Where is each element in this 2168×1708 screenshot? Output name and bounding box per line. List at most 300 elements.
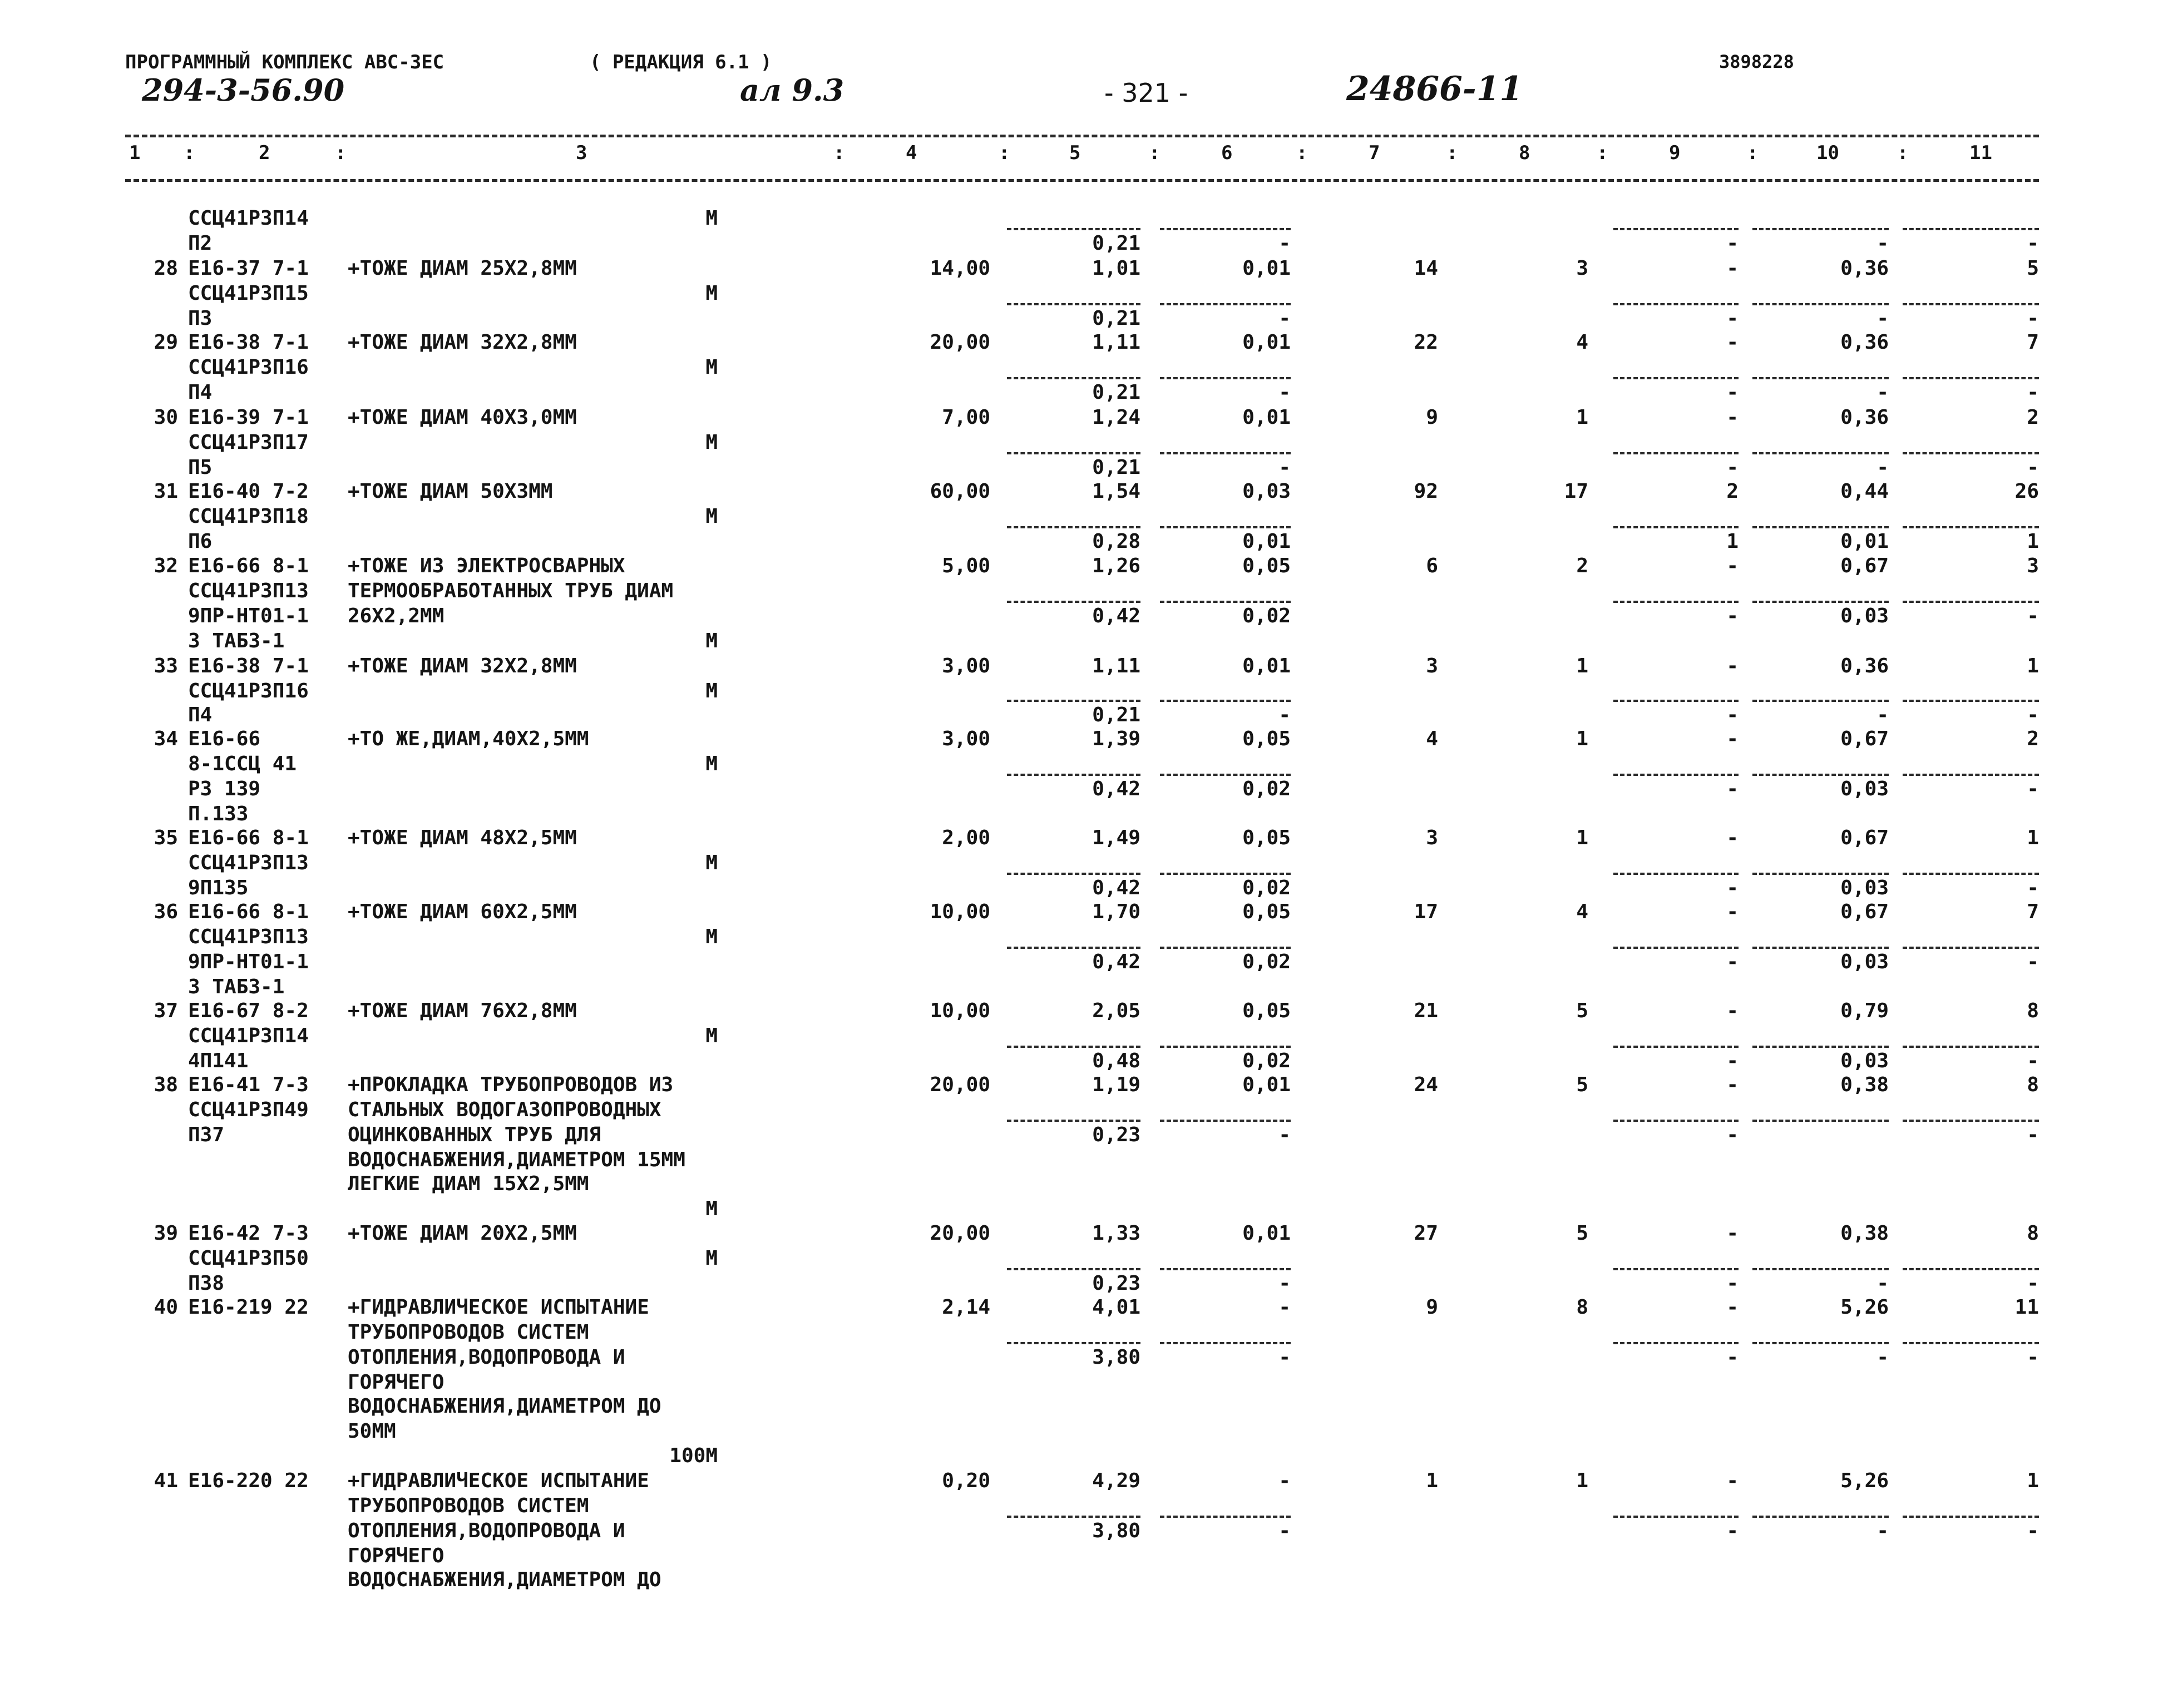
unit-cost: 1,26	[1092, 555, 1140, 577]
fraction-divider	[1007, 700, 1140, 702]
col-num-2: 2	[259, 142, 270, 164]
serial-number: 3898228	[1719, 51, 1794, 72]
col-num-10: 10	[1816, 142, 1839, 164]
rate-code: П.133	[188, 803, 249, 825]
machine-cost: 0,05	[1242, 826, 1291, 849]
quantity: 2,14	[942, 1296, 990, 1319]
fraction-divider	[1613, 228, 1739, 230]
work-description: +ТОЖЕ ДИАМ 20Х2,5ММ	[348, 1222, 577, 1245]
rate-code: ССЦ41Р3П14	[188, 1024, 309, 1047]
fraction-divider	[1007, 303, 1140, 305]
fraction-divider	[1752, 228, 1889, 230]
rate-code: ССЦ41Р3П13	[188, 851, 309, 874]
quantity: 0,20	[942, 1469, 990, 1492]
work-description: 50ММ	[348, 1420, 396, 1443]
machine-cost: -	[1278, 307, 1291, 330]
quantity: 2,00	[942, 826, 990, 849]
row-number: 32	[154, 555, 178, 577]
fraction-divider	[1613, 947, 1739, 949]
fraction-divider	[1007, 947, 1140, 949]
fraction-divider	[1007, 1342, 1140, 1344]
fraction-divider	[1752, 1342, 1889, 1344]
fraction-divider	[1160, 1268, 1291, 1270]
labour-hours: 0,03	[1840, 877, 1889, 899]
machine-cost: -	[1278, 232, 1291, 255]
operation-cost: -	[1726, 1296, 1739, 1319]
unit-cost: 1,01	[1092, 257, 1140, 280]
unit-of-measure: М	[705, 1197, 718, 1220]
fraction-divider	[1752, 377, 1889, 379]
unit-cost: 0,21	[1092, 307, 1140, 330]
labour-hours: -	[1876, 232, 1889, 255]
labour-total: 2	[2027, 727, 2039, 750]
operation-cost: -	[1726, 1272, 1739, 1295]
fraction-divider	[1613, 377, 1739, 379]
labour-total: -	[2027, 605, 2039, 627]
rate-code: П4	[188, 704, 213, 726]
row-number: 37	[154, 999, 178, 1022]
work-description: +ТОЖЕ ДИАМ 32Х2,8ММ	[348, 331, 577, 354]
row-number: 35	[154, 826, 178, 849]
total-cost: 6	[1426, 555, 1438, 577]
rate-code: ССЦ41Р3П14	[188, 207, 309, 230]
unit-cost: 1,24	[1092, 406, 1140, 429]
operation-cost: -	[1726, 406, 1739, 429]
fraction-divider	[1160, 774, 1291, 776]
fraction-divider	[1752, 452, 1889, 454]
fraction-divider	[1007, 1046, 1140, 1048]
work-description: СТАЛЬНЫХ ВОДОГАЗОПРОВОДНЫХ	[348, 1098, 661, 1121]
machine-cost: 0,05	[1242, 727, 1291, 750]
machine-cost: 0,01	[1242, 406, 1291, 429]
fraction-divider	[1903, 1268, 2039, 1270]
col-num-7: 7	[1369, 142, 1380, 164]
fraction-divider	[1160, 1342, 1291, 1344]
labour-total: -	[2027, 307, 2039, 330]
quantity: 7,00	[942, 406, 990, 429]
fraction-divider	[1613, 1268, 1739, 1270]
labour-total: 5	[2027, 257, 2039, 280]
wages-cost: 4	[1576, 900, 1588, 923]
fraction-divider	[1160, 700, 1291, 702]
quantity: 14,00	[930, 257, 990, 280]
unit-of-measure: М	[705, 505, 718, 528]
fraction-divider	[1007, 526, 1140, 528]
row-number: 28	[154, 257, 178, 280]
fraction-divider	[1613, 452, 1739, 454]
labour-hours: 0,03	[1840, 950, 1889, 973]
fraction-divider	[1613, 601, 1739, 603]
labour-hours: 0,03	[1840, 778, 1889, 800]
fraction-divider	[1007, 1120, 1140, 1122]
rate-code: ССЦ41Р3П49	[188, 1098, 309, 1121]
row-number: 36	[154, 900, 178, 923]
wages-cost: 5	[1576, 1222, 1588, 1245]
machine-cost: -	[1278, 1123, 1291, 1146]
rate-code: ССЦ41Р3П16	[188, 356, 309, 379]
unit-cost: 1,11	[1092, 331, 1140, 354]
fraction-divider	[1752, 774, 1889, 776]
total-cost: 9	[1426, 1296, 1438, 1319]
rate-code: Е16-38 7-1	[188, 331, 309, 354]
rate-code: Е16-219 22	[188, 1296, 309, 1319]
operation-cost: -	[1726, 826, 1739, 849]
work-description: +ГИДРАВЛИЧЕСКОЕ ИСПЫТАНИЕ	[348, 1296, 649, 1319]
fraction-divider	[1903, 601, 2039, 603]
work-description: +ТОЖЕ ДИАМ 32Х2,8ММ	[348, 655, 577, 677]
unit-cost: 1,49	[1092, 826, 1140, 849]
labour-total: -	[2027, 381, 2039, 404]
fraction-divider	[1160, 1516, 1291, 1518]
unit-cost: 1,70	[1092, 900, 1140, 923]
fraction-divider	[1903, 1120, 2039, 1122]
fraction-divider	[1613, 1516, 1739, 1518]
rate-code: ССЦ41Р3П50	[188, 1247, 309, 1270]
machine-cost: 0,02	[1242, 778, 1291, 800]
operation-cost: 1	[1726, 530, 1739, 553]
total-cost: 92	[1414, 480, 1438, 503]
work-description: ВОДОСНАБЖЕНИЯ,ДИАМЕТРОМ 15ММ	[348, 1148, 685, 1171]
machine-cost: -	[1278, 1296, 1291, 1319]
rate-code: 3 ТАБ3-1	[188, 976, 285, 998]
operation-cost: -	[1726, 1073, 1739, 1096]
fraction-divider	[1903, 947, 2039, 949]
rate-code: Е16-37 7-1	[188, 257, 309, 280]
col-separator: :	[1747, 142, 1759, 164]
fraction-divider	[1752, 873, 1889, 875]
labour-hours: -	[1876, 456, 1889, 479]
program-title: ПРОГРАММНЫЙ КОМПЛЕКС АВС-ЗЕС	[125, 51, 445, 73]
fraction-divider	[1160, 1120, 1291, 1122]
row-number: 38	[154, 1073, 178, 1096]
fraction-divider	[1752, 1120, 1889, 1122]
col-separator: :	[1149, 142, 1160, 164]
unit-cost: 0,23	[1092, 1272, 1140, 1295]
labour-hours: -	[1876, 1519, 1889, 1542]
rate-code: П3	[188, 307, 213, 330]
machine-cost: -	[1278, 1519, 1291, 1542]
rate-code: 9П135	[188, 877, 249, 899]
work-description: +ТОЖЕ ДИАМ 76Х2,8ММ	[348, 999, 577, 1022]
machine-cost: -	[1278, 1346, 1291, 1369]
operation-cost: -	[1726, 655, 1739, 677]
labour-total: -	[2027, 1123, 2039, 1146]
labour-hours: -	[1876, 1272, 1889, 1295]
labour-total: 3	[2027, 555, 2039, 577]
col-num-9: 9	[1669, 142, 1681, 164]
machine-cost: -	[1278, 1272, 1291, 1295]
work-description: ТЕРМООБРАБОТАННЫХ ТРУБ ДИАМ	[348, 580, 674, 602]
operation-cost: -	[1726, 727, 1739, 750]
unit-of-measure: М	[705, 282, 718, 305]
row-number: 30	[154, 406, 178, 429]
rate-code: Р3 139	[188, 778, 261, 800]
operation-cost: -	[1726, 257, 1739, 280]
labour-hours: -	[1876, 704, 1889, 726]
unit-of-measure: М	[705, 925, 718, 948]
total-cost: 24	[1414, 1073, 1438, 1096]
labour-hours: 0,38	[1840, 1073, 1889, 1096]
rate-code: Е16-40 7-2	[188, 480, 309, 503]
work-description: ОТОПЛЕНИЯ,ВОДОПРОВОДА И	[348, 1346, 625, 1369]
row-number: 40	[154, 1296, 178, 1319]
operation-cost: -	[1726, 605, 1739, 627]
wages-cost: 8	[1576, 1296, 1588, 1319]
unit-of-measure: М	[705, 680, 718, 702]
album-number: ал 9.3	[740, 72, 845, 108]
col-separator: :	[335, 142, 347, 164]
total-cost: 3	[1426, 655, 1438, 677]
row-number: 33	[154, 655, 178, 677]
fraction-divider	[1613, 700, 1739, 702]
work-description: ГОРЯЧЕГО	[348, 1544, 445, 1567]
row-number: 41	[154, 1469, 178, 1492]
machine-cost: 0,01	[1242, 1222, 1291, 1245]
fraction-divider	[1160, 303, 1291, 305]
labour-hours: 5,26	[1840, 1296, 1889, 1319]
machine-cost: 0,01	[1242, 530, 1291, 553]
quantity: 5,00	[942, 555, 990, 577]
work-description: ОЦИНКОВАННЫХ ТРУБ ДЛЯ	[348, 1123, 601, 1146]
machine-cost: 0,03	[1242, 480, 1291, 503]
machine-cost: -	[1278, 381, 1291, 404]
wages-cost: 1	[1576, 655, 1588, 677]
work-description: ЛЕГКИЕ ДИАМ 15Х2,5ММ	[348, 1172, 589, 1195]
quantity: 10,00	[930, 900, 990, 923]
fraction-divider	[1752, 601, 1889, 603]
labour-hours: 0,36	[1840, 406, 1889, 429]
total-cost: 4	[1426, 727, 1438, 750]
operation-cost: -	[1726, 555, 1739, 577]
wages-cost: 1	[1576, 826, 1588, 849]
rate-code: Е16-66 8-1	[188, 900, 309, 923]
fraction-divider	[1903, 303, 2039, 305]
total-cost: 22	[1414, 331, 1438, 354]
work-description: +ТОЖЕ ДИАМ 25Х2,8ММ	[348, 257, 577, 280]
fraction-divider	[1007, 873, 1140, 875]
rate-code: П4	[188, 381, 213, 404]
row-number: 34	[154, 727, 178, 750]
wages-cost: 5	[1576, 999, 1588, 1022]
labour-total: -	[2027, 778, 2039, 800]
unit-cost: 0,42	[1092, 877, 1140, 899]
rate-code: 8-1ССЦ 41	[188, 752, 297, 775]
fraction-divider	[1903, 774, 2039, 776]
wages-cost: 1	[1576, 406, 1588, 429]
fraction-divider	[1903, 526, 2039, 528]
total-cost: 27	[1414, 1222, 1438, 1245]
unit-of-measure: М	[705, 207, 718, 230]
work-description: +ГИДРАВЛИЧЕСКОЕ ИСПЫТАНИЕ	[348, 1469, 649, 1492]
fraction-divider	[1613, 774, 1739, 776]
work-description: 26Х2,2ММ	[348, 605, 445, 627]
rate-code: ССЦ41Р3П16	[188, 680, 309, 702]
unit-cost: 0,23	[1092, 1123, 1140, 1146]
fraction-divider	[1007, 1516, 1140, 1518]
labour-hours: 0,36	[1840, 331, 1889, 354]
fraction-divider	[1613, 1046, 1739, 1048]
unit-cost: 0,21	[1092, 381, 1140, 404]
fraction-divider	[1160, 601, 1291, 603]
labour-total: 7	[2027, 331, 2039, 354]
operation-cost: -	[1726, 331, 1739, 354]
work-description: ТРУБОПРОВОДОВ СИСТЕМ	[348, 1321, 589, 1344]
rate-code: 9ПР-НТ01-1	[188, 605, 309, 627]
total-cost: 14	[1414, 257, 1438, 280]
doc-code: 294-3-56.90	[142, 72, 345, 108]
machine-cost: 0,05	[1242, 555, 1291, 577]
col-separator: :	[1446, 142, 1458, 164]
rate-code: П38	[188, 1272, 225, 1295]
unit-cost: 0,21	[1092, 704, 1140, 726]
operation-cost: -	[1726, 950, 1739, 973]
labour-total: -	[2027, 456, 2039, 479]
col-num-11: 11	[1969, 142, 1992, 164]
machine-cost: 0,02	[1242, 877, 1291, 899]
fraction-divider	[1903, 1046, 2039, 1048]
unit-cost: 3,80	[1092, 1346, 1140, 1369]
operation-cost: -	[1726, 456, 1739, 479]
quantity: 3,00	[942, 655, 990, 677]
unit-cost: 0,42	[1092, 778, 1140, 800]
fraction-divider	[1007, 452, 1140, 454]
labour-hours: 0,01	[1840, 530, 1889, 553]
machine-cost: 0,05	[1242, 999, 1291, 1022]
labour-total: 26	[2014, 480, 2039, 503]
unit-cost: 4,29	[1092, 1469, 1140, 1492]
operation-cost: -	[1726, 307, 1739, 330]
unit-cost: 3,80	[1092, 1519, 1140, 1542]
unit-cost: 0,21	[1092, 232, 1140, 255]
rate-code: ССЦ41Р3П18	[188, 505, 309, 528]
machine-cost: 0,02	[1242, 1049, 1291, 1072]
fraction-divider	[1007, 601, 1140, 603]
machine-cost: 0,05	[1242, 900, 1291, 923]
operation-cost: -	[1726, 381, 1739, 404]
unit-cost: 1,33	[1092, 1222, 1140, 1245]
rate-code: Е16-39 7-1	[188, 406, 309, 429]
unit-of-measure: М	[705, 431, 718, 454]
fraction-divider	[1160, 526, 1291, 528]
quantity: 3,00	[942, 727, 990, 750]
quantity: 20,00	[930, 331, 990, 354]
machine-cost: 0,01	[1242, 1073, 1291, 1096]
labour-total: 11	[2014, 1296, 2039, 1319]
machine-cost: 0,02	[1242, 605, 1291, 627]
fraction-divider	[1752, 700, 1889, 702]
col-num-4: 4	[906, 142, 917, 164]
labour-hours: 0,67	[1840, 900, 1889, 923]
labour-total: -	[2027, 950, 2039, 973]
operation-cost: 2	[1726, 480, 1739, 503]
machine-cost: 0,01	[1242, 257, 1291, 280]
unit-of-measure: М	[705, 356, 718, 379]
fraction-divider	[1613, 526, 1739, 528]
fraction-divider	[1752, 1046, 1889, 1048]
rate-code: П2	[188, 232, 213, 255]
labour-total: 2	[2027, 406, 2039, 429]
total-cost: 1	[1426, 1469, 1438, 1492]
col-num-5: 5	[1069, 142, 1081, 164]
rate-code: ССЦ41Р3П13	[188, 580, 309, 602]
labour-hours: 0,67	[1840, 826, 1889, 849]
fraction-divider	[1903, 1516, 2039, 1518]
unit-of-measure: М	[705, 1247, 718, 1270]
work-description: +ТОЖЕ ДИАМ 40Х3,0ММ	[348, 406, 577, 429]
rate-code: П37	[188, 1123, 225, 1146]
operation-cost: -	[1726, 900, 1739, 923]
labour-hours: 0,36	[1840, 655, 1889, 677]
col-separator: :	[1597, 142, 1608, 164]
quantity: 10,00	[930, 999, 990, 1022]
unit-cost: 0,28	[1092, 530, 1140, 553]
fraction-divider	[1752, 1516, 1889, 1518]
row-number: 31	[154, 480, 178, 503]
fraction-divider	[1903, 452, 2039, 454]
wages-cost: 3	[1576, 257, 1588, 280]
fraction-divider	[1903, 873, 2039, 875]
rate-code: Е16-38 7-1	[188, 655, 309, 677]
page-number: - 321 -	[1104, 78, 1188, 108]
work-description: +ТОЖЕ ДИАМ 60Х2,5ММ	[348, 900, 577, 923]
fraction-divider	[1613, 1342, 1739, 1344]
operation-cost: -	[1726, 1049, 1739, 1072]
col-num-6: 6	[1221, 142, 1233, 164]
work-description: ОТОПЛЕНИЯ,ВОДОПРОВОДА И	[348, 1519, 625, 1542]
wages-cost: 1	[1576, 727, 1588, 750]
labour-hours: -	[1876, 1346, 1889, 1369]
rate-code: П6	[188, 530, 213, 553]
operation-cost: -	[1726, 778, 1739, 800]
unit-of-measure: М	[705, 851, 718, 874]
fraction-divider	[1160, 228, 1291, 230]
operation-cost: -	[1726, 1469, 1739, 1492]
labour-hours: 0,03	[1840, 1049, 1889, 1072]
unit-cost: 0,42	[1092, 605, 1140, 627]
fraction-divider	[1007, 1268, 1140, 1270]
col-separator: :	[999, 142, 1010, 164]
operation-cost: -	[1726, 1222, 1739, 1245]
unit-cost: 0,48	[1092, 1049, 1140, 1072]
col-separator: :	[184, 142, 195, 164]
labour-total: 1	[2027, 1469, 2039, 1492]
unit-of-measure: 100М	[669, 1444, 718, 1467]
work-description: +ТОЖЕ ДИАМ 48Х2,5ММ	[348, 826, 577, 849]
total-cost: 9	[1426, 406, 1438, 429]
work-description: ТРУБОПРОВОДОВ СИСТЕМ	[348, 1494, 589, 1517]
labour-hours: 0,67	[1840, 555, 1889, 577]
operation-cost: -	[1726, 877, 1739, 899]
fraction-divider	[1160, 947, 1291, 949]
unit-cost: 0,21	[1092, 456, 1140, 479]
work-description: ВОДОСНАБЖЕНИЯ,ДИАМЕТРОМ ДО	[348, 1568, 661, 1591]
labour-hours: 0,38	[1840, 1222, 1889, 1245]
quantity: 60,00	[930, 480, 990, 503]
unit-cost: 1,39	[1092, 727, 1140, 750]
unit-cost: 1,54	[1092, 480, 1140, 503]
rate-code: 9ПР-НТ01-1	[188, 950, 309, 973]
rate-code: ССЦ41Р3П13	[188, 925, 309, 948]
col-separator: :	[1897, 142, 1909, 164]
unit-cost: 1,11	[1092, 655, 1140, 677]
fraction-divider	[1752, 526, 1889, 528]
operation-cost: -	[1726, 704, 1739, 726]
operation-cost: -	[1726, 1519, 1739, 1542]
col-num-1: 1	[129, 142, 141, 164]
row-number: 39	[154, 1222, 178, 1245]
rate-code: Е16-66 8-1	[188, 555, 309, 577]
operation-cost: -	[1726, 232, 1739, 255]
